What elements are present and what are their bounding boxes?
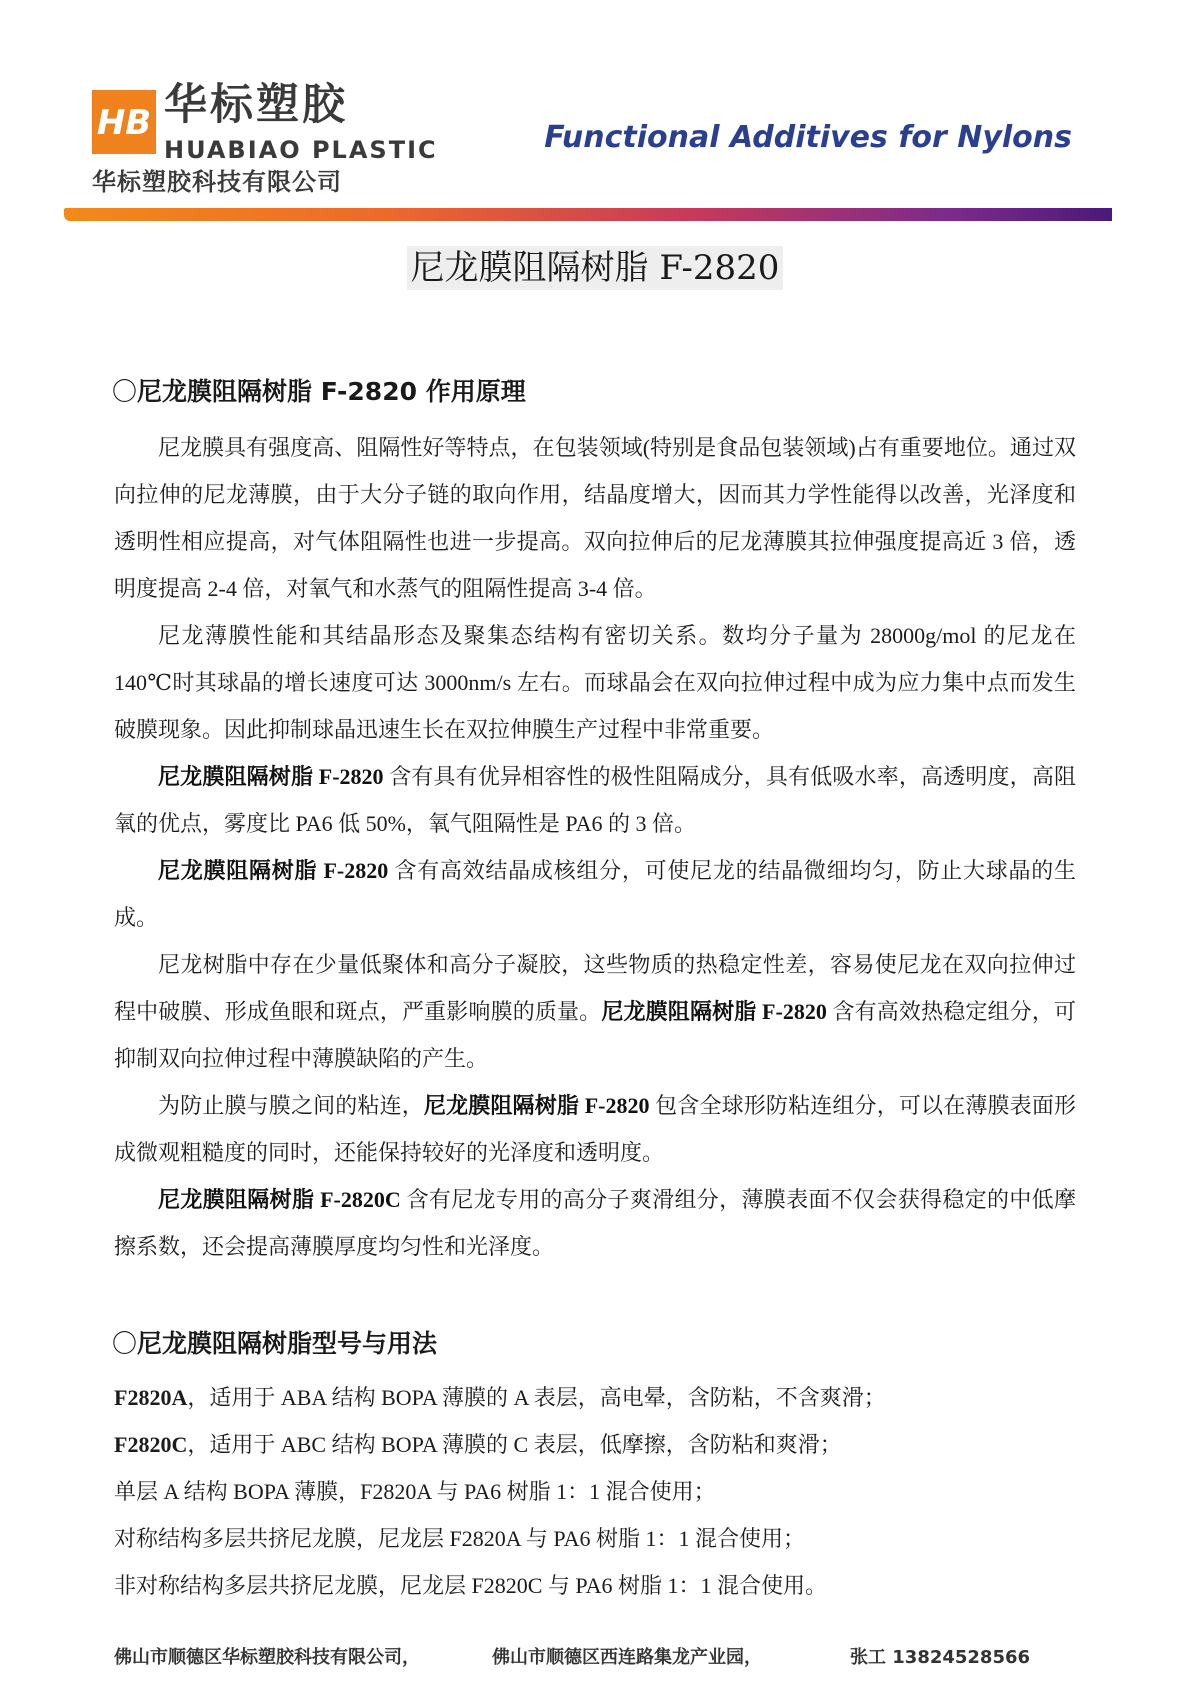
document-title-text: 尼龙膜阻隔树脂 F-2820 [407, 246, 784, 290]
paragraph [114, 1082, 1076, 1176]
circle-bullet-icon: 〇 [112, 1329, 138, 1358]
section-heading-principle [112, 376, 526, 408]
paragraph-text: 尼龙树脂中存在少量低聚体和高分子凝胶，这些物质的热稳定性差，容易使尼龙在双向拉伸过程中破膜、形成鱼眼和斑点，严重影响膜的质量。 [114, 952, 1076, 1024]
product-name-bold: 尼龙膜阻隔树脂 F-2820C [158, 1187, 401, 1212]
paragraph-text: 含有高效结晶成核组分，可使尼龙的结晶微细均匀，防止大球晶的生成。 [114, 858, 1076, 930]
model-code-bold: F2820A [114, 1385, 188, 1410]
paragraph [114, 424, 1076, 612]
paragraph-text: 为防止膜与膜之间的粘连， [158, 1093, 424, 1118]
paragraph-text: 含有尼龙专用的高分子爽滑组分，薄膜表面不仅会获得稳定的中低摩擦系数，还会提高薄膜厚度均匀性和光泽度。 [114, 1187, 1076, 1259]
product-name-bold: 尼龙膜阻隔树脂 F-2820 [158, 858, 389, 883]
paragraph-text: 含有高效热稳定组分，可抑制双向拉伸过程中薄膜缺陷的产生。 [114, 999, 1076, 1071]
paragraph [114, 941, 1076, 1082]
paragraph [114, 753, 1076, 847]
usage-text: ，适用于 ABC 结构 BOPA 薄膜的 C 表层，低摩擦，含防粘和爽滑； [187, 1432, 842, 1457]
circle-bullet-icon: 〇 [112, 377, 138, 406]
section-heading-text: 尼龙膜阻隔树脂 F-2820 作用原理 [137, 377, 526, 406]
usage-text: ，适用于 ABA 结构 BOPA 薄膜的 A 表层，高电晕，含防粘，不含爽滑； [187, 1385, 886, 1410]
footer-company: 佛山市顺德区华标塑胶科技有限公司， [114, 1647, 420, 1668]
product-name-bold: 尼龙膜阻隔树脂 F-2820 [423, 1093, 650, 1118]
usage-item [114, 1374, 1076, 1421]
usage-item: 非对称结构多层共挤尼龙膜，尼龙层 F2820C 与 PA6 树脂 1：1 混合使用。 [114, 1573, 828, 1598]
logo-english-name: HUABIAO PLASTIC [164, 136, 438, 164]
product-name-bold: 尼龙膜阻隔树脂 F-2820 [158, 764, 384, 789]
document-title [0, 246, 1190, 290]
logo-chinese-name: 华标塑胶 [164, 80, 348, 130]
product-name-bold: 尼龙膜阻隔树脂 F-2820 [601, 999, 827, 1024]
header-gradient-rule [64, 208, 1112, 221]
usage-item [114, 1421, 1076, 1468]
paragraph [114, 847, 1076, 941]
paragraph [114, 612, 1076, 753]
logo-company-name: 华标塑胶科技有限公司 [92, 168, 342, 196]
section-heading-text: 尼龙膜阻隔树脂型号与用法 [137, 1329, 438, 1358]
paragraph [114, 1176, 1076, 1270]
header-tagline: Functional Additives for Nylons [544, 120, 1072, 155]
footer-address: 佛山市顺德区西连路集龙产业园， [492, 1647, 762, 1668]
usage-item: 对称结构多层共挤尼龙膜，尼龙层 F2820A 与 PA6 树脂 1：1 混合使用； [114, 1526, 806, 1551]
paragraph-text: 尼龙膜具有强度高、阻隔性好等特点，在包装领域(特别是食品包装领域)占有重要地位。通过双向拉伸的尼龙薄膜，由于大分子链的取向作用，结晶度增大，因而其力学性能得以改善，光泽度和透明性相应提高，对气体阻隔性也进一步提高。双向拉伸后的尼龙薄膜其拉伸强度提高近 3 倍，透明度提高 2-4 倍，对氧气和水蒸气的阻隔性提高 3-4 倍。 [114, 435, 1076, 601]
usage-item: 单层 A 结构 BOPA 薄膜，F2820A 与 PA6 树脂 1：1 混合使用； [114, 1479, 716, 1504]
section-heading-usage [112, 1328, 437, 1360]
principle-body [114, 424, 1076, 1270]
footer-contact: 张工 13824528566 [850, 1647, 1031, 1668]
model-code-bold: F2820C [114, 1432, 188, 1457]
paragraph-text: 包含全球形防粘连组分，可以在薄膜表面形成微观粗糙度的同时，还能保持较好的光泽度和透明度。 [114, 1093, 1076, 1165]
company-logo [92, 80, 438, 200]
huabiao-logo-icon [92, 90, 156, 154]
svg-text:HB: HB [96, 103, 152, 143]
usage-list [114, 1374, 1076, 1609]
paragraph-text: 尼龙薄膜性能和其结晶形态及聚集态结构有密切关系。数均分子量为 28000g/mol 的尼龙在 140℃时其球晶的增长速度可达 3000nm/s 左右。而球晶会在双向拉伸过程中成为应力集中点而发生破膜现象。因此抑制球晶迅速生长在双拉伸膜生产过程中非常重要。 [114, 623, 1076, 742]
paragraph-text: 含有具有优异相容性的极性阻隔成分，具有低吸水率，高透明度，高阻氧的优点，雾度比 PA6 低 50%，氧气阻隔性是 PA6 的 3 倍。 [114, 764, 1076, 836]
